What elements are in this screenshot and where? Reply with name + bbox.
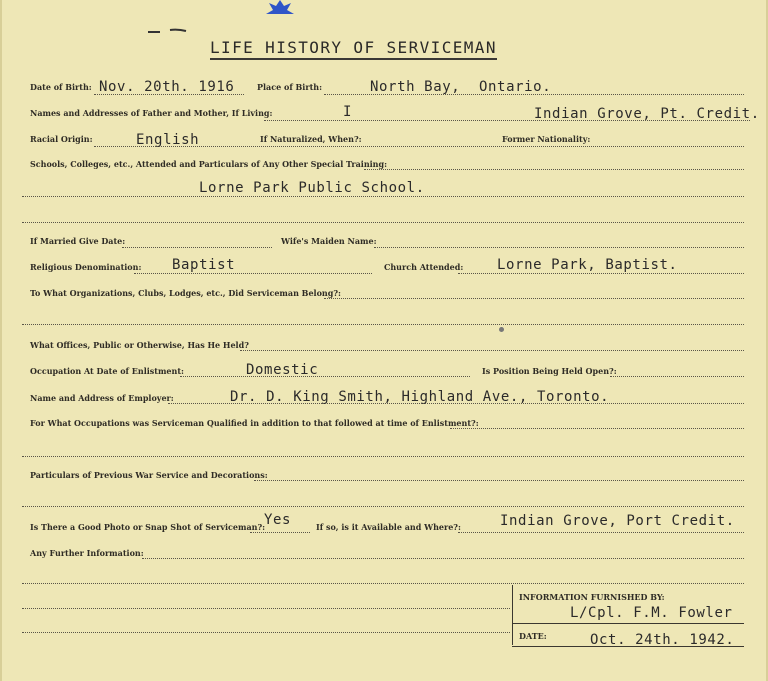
religion-value: Baptist — [172, 257, 236, 273]
line — [22, 456, 744, 457]
maiden-name-label: Wife's Maiden Name: — [281, 236, 377, 246]
naturalized-label: If Naturalized, When?: — [260, 134, 362, 144]
war-service-label: Particulars of Previous War Service and Decorations: — [30, 470, 268, 480]
church-value: Lorne Park, Baptist. — [497, 257, 678, 273]
line — [22, 583, 744, 584]
line — [364, 169, 744, 170]
photo-label: Is There a Good Photo or Snap Shot of Serviceman?: — [30, 522, 266, 532]
occupation-label: Occupation At Date of Enlistment: — [30, 366, 184, 376]
parents-label: Names and Addresses of Father and Mother, If Living: — [30, 108, 273, 118]
line — [250, 532, 310, 533]
position-open-label: Is Position Being Held Open?: — [482, 366, 617, 376]
line — [450, 428, 744, 429]
line — [180, 376, 470, 377]
line — [22, 324, 744, 325]
line — [264, 120, 750, 121]
schools-label: Schools, Colleges, etc., Attended and Particulars of Any Other Special Training: — [30, 159, 388, 169]
line — [168, 403, 744, 404]
line — [254, 480, 744, 481]
blue-pin-icon — [265, 0, 295, 16]
photo-where-label: If so, is it Available and Where?: — [316, 522, 461, 532]
line — [94, 146, 744, 147]
furnished-box-bottom-rule — [512, 646, 744, 647]
racial-origin-value: English — [136, 132, 200, 148]
line — [142, 558, 744, 559]
ink-smudge — [148, 27, 188, 35]
employer-value: Dr. D. King Smith, Highland Ave., Toronto. — [230, 389, 610, 405]
line — [324, 298, 744, 299]
photo-value: Yes — [264, 512, 292, 528]
place-of-birth-city: North Bay, — [370, 79, 461, 95]
furnished-box-rule — [512, 623, 744, 624]
church-label: Church Attended: — [384, 262, 464, 272]
date-value: Oct. 24th. 1942. — [590, 632, 735, 648]
racial-origin-label: Racial Origin: — [30, 134, 93, 144]
ink-dot — [499, 327, 504, 332]
furnished-by-label: INFORMATION FURNISHED BY: — [519, 592, 665, 602]
place-of-birth-province: Ontario. — [479, 79, 552, 95]
furnished-box-divider — [512, 585, 513, 645]
date-of-birth-value: Nov. 20th. 1916 — [99, 79, 235, 95]
qualified-label: For What Occupations was Serviceman Qualified in addition to that followed at time of Enlistment?: — [30, 418, 479, 428]
line — [22, 608, 510, 609]
place-of-birth-label: Place of Birth: — [257, 82, 323, 92]
line — [22, 632, 510, 633]
line — [458, 532, 744, 533]
married-label: If Married Give Date: — [30, 236, 126, 246]
date-label: DATE: — [519, 631, 547, 641]
schools-value: Lorne Park Public School. — [199, 180, 425, 196]
occupation-value: Domestic — [246, 362, 319, 378]
further-info-label: Any Further Information: — [30, 548, 144, 558]
offices-label: What Offices, Public or Otherwise, Has He Held? — [30, 340, 249, 350]
parents-mark: I — [343, 104, 353, 120]
form-title: LIFE HISTORY OF SERVICEMAN — [210, 38, 497, 60]
line — [22, 222, 744, 223]
furnished-by-value: L/Cpl. F.M. Fowler — [570, 605, 733, 621]
line — [240, 350, 744, 351]
parents-address-value: Indian Grove, Pt. Credit. — [534, 106, 760, 122]
line — [610, 376, 744, 377]
line — [324, 94, 744, 95]
line — [22, 196, 744, 197]
religion-label: Religious Denomination: — [30, 262, 142, 272]
line — [94, 94, 244, 95]
former-nationality-label: Former Nationality: — [502, 134, 591, 144]
line — [134, 273, 372, 274]
employer-label: Name and Address of Employer: — [30, 393, 174, 403]
line — [22, 506, 744, 507]
line — [458, 273, 744, 274]
photo-where-value: Indian Grove, Port Credit. — [500, 513, 735, 529]
line — [122, 247, 272, 248]
organizations-label: To What Organizations, Clubs, Lodges, etc., Did Serviceman Belong?: — [30, 288, 341, 298]
date-of-birth-label: Date of Birth: — [30, 82, 92, 92]
line — [374, 247, 744, 248]
